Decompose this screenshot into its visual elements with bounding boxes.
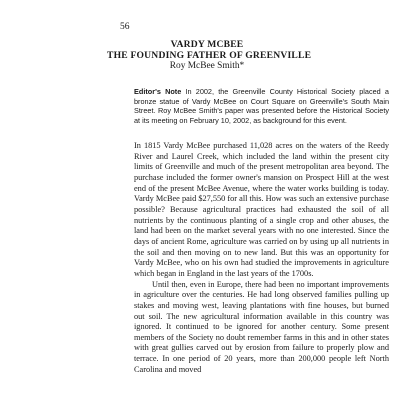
article-title: VARDY MCBEE bbox=[170, 39, 244, 50]
editor-note bbox=[134, 87, 389, 125]
author-byline: Roy McBee Smith* bbox=[169, 61, 245, 72]
body-paragraph-2: Until then, even in Europe, there had been no important improvements in agriculture over the centuries. He had long observed families pulling up stakes and moving west, leaving plantations with fine houses, but burned out soil. The new agricultural information available in this country was ignored. It continued to be ignored for another century. Some present members of the Society no doubt remember farms in this and in other states with great gullies carved out by erosion from failure to properly plow and terrace. In one period of 20 years, more than 200,000 people left North Carolina and moved bbox=[134, 279, 389, 374]
page-number: 56 bbox=[120, 22, 130, 32]
article-body bbox=[134, 141, 389, 375]
editor-note-text: In 2002, the Greenville County Historical Society placed a bronze statue of Vardy McBee on Court Square on Greenville's South Main Street. Roy McBee Smith's paper was presented before the Historical Society at its meeting on February 10, 2002, as background for this event. bbox=[134, 87, 389, 125]
article-subtitle: THE FOUNDING FATHER OF GREENVILLE bbox=[107, 49, 312, 61]
editor-note-label: Editor's Note bbox=[134, 87, 182, 96]
body-paragraph-1: In 1815 Vardy McBee purchased 11,028 acres on the waters of the Reedy River and Laurel Creek, which included the land within the present city limits of Greenville and much of the present metropolitan area beyond. The purchase included the former owner's mansion on Prospect Hill at the west end of the present McBee Avenue, where the water works building is today. Vardy McBee paid $27,550 for all this. How was such an extensive purchase possible? Because agricultural practices had exhausted the soil of all nutrients by the continuous planting of a single crop and other abuses, the land had been on the market several years with no one interested. Since the days of ancient Rome, agriculture was carried on by using up all nutrients in the soil and then moving on to new land. But this was an opportunity for Vardy McBee, who on his own had studied the improvements in agriculture which began in England in the last years of the 1700s. bbox=[134, 141, 389, 278]
title-block bbox=[107, 39, 312, 72]
